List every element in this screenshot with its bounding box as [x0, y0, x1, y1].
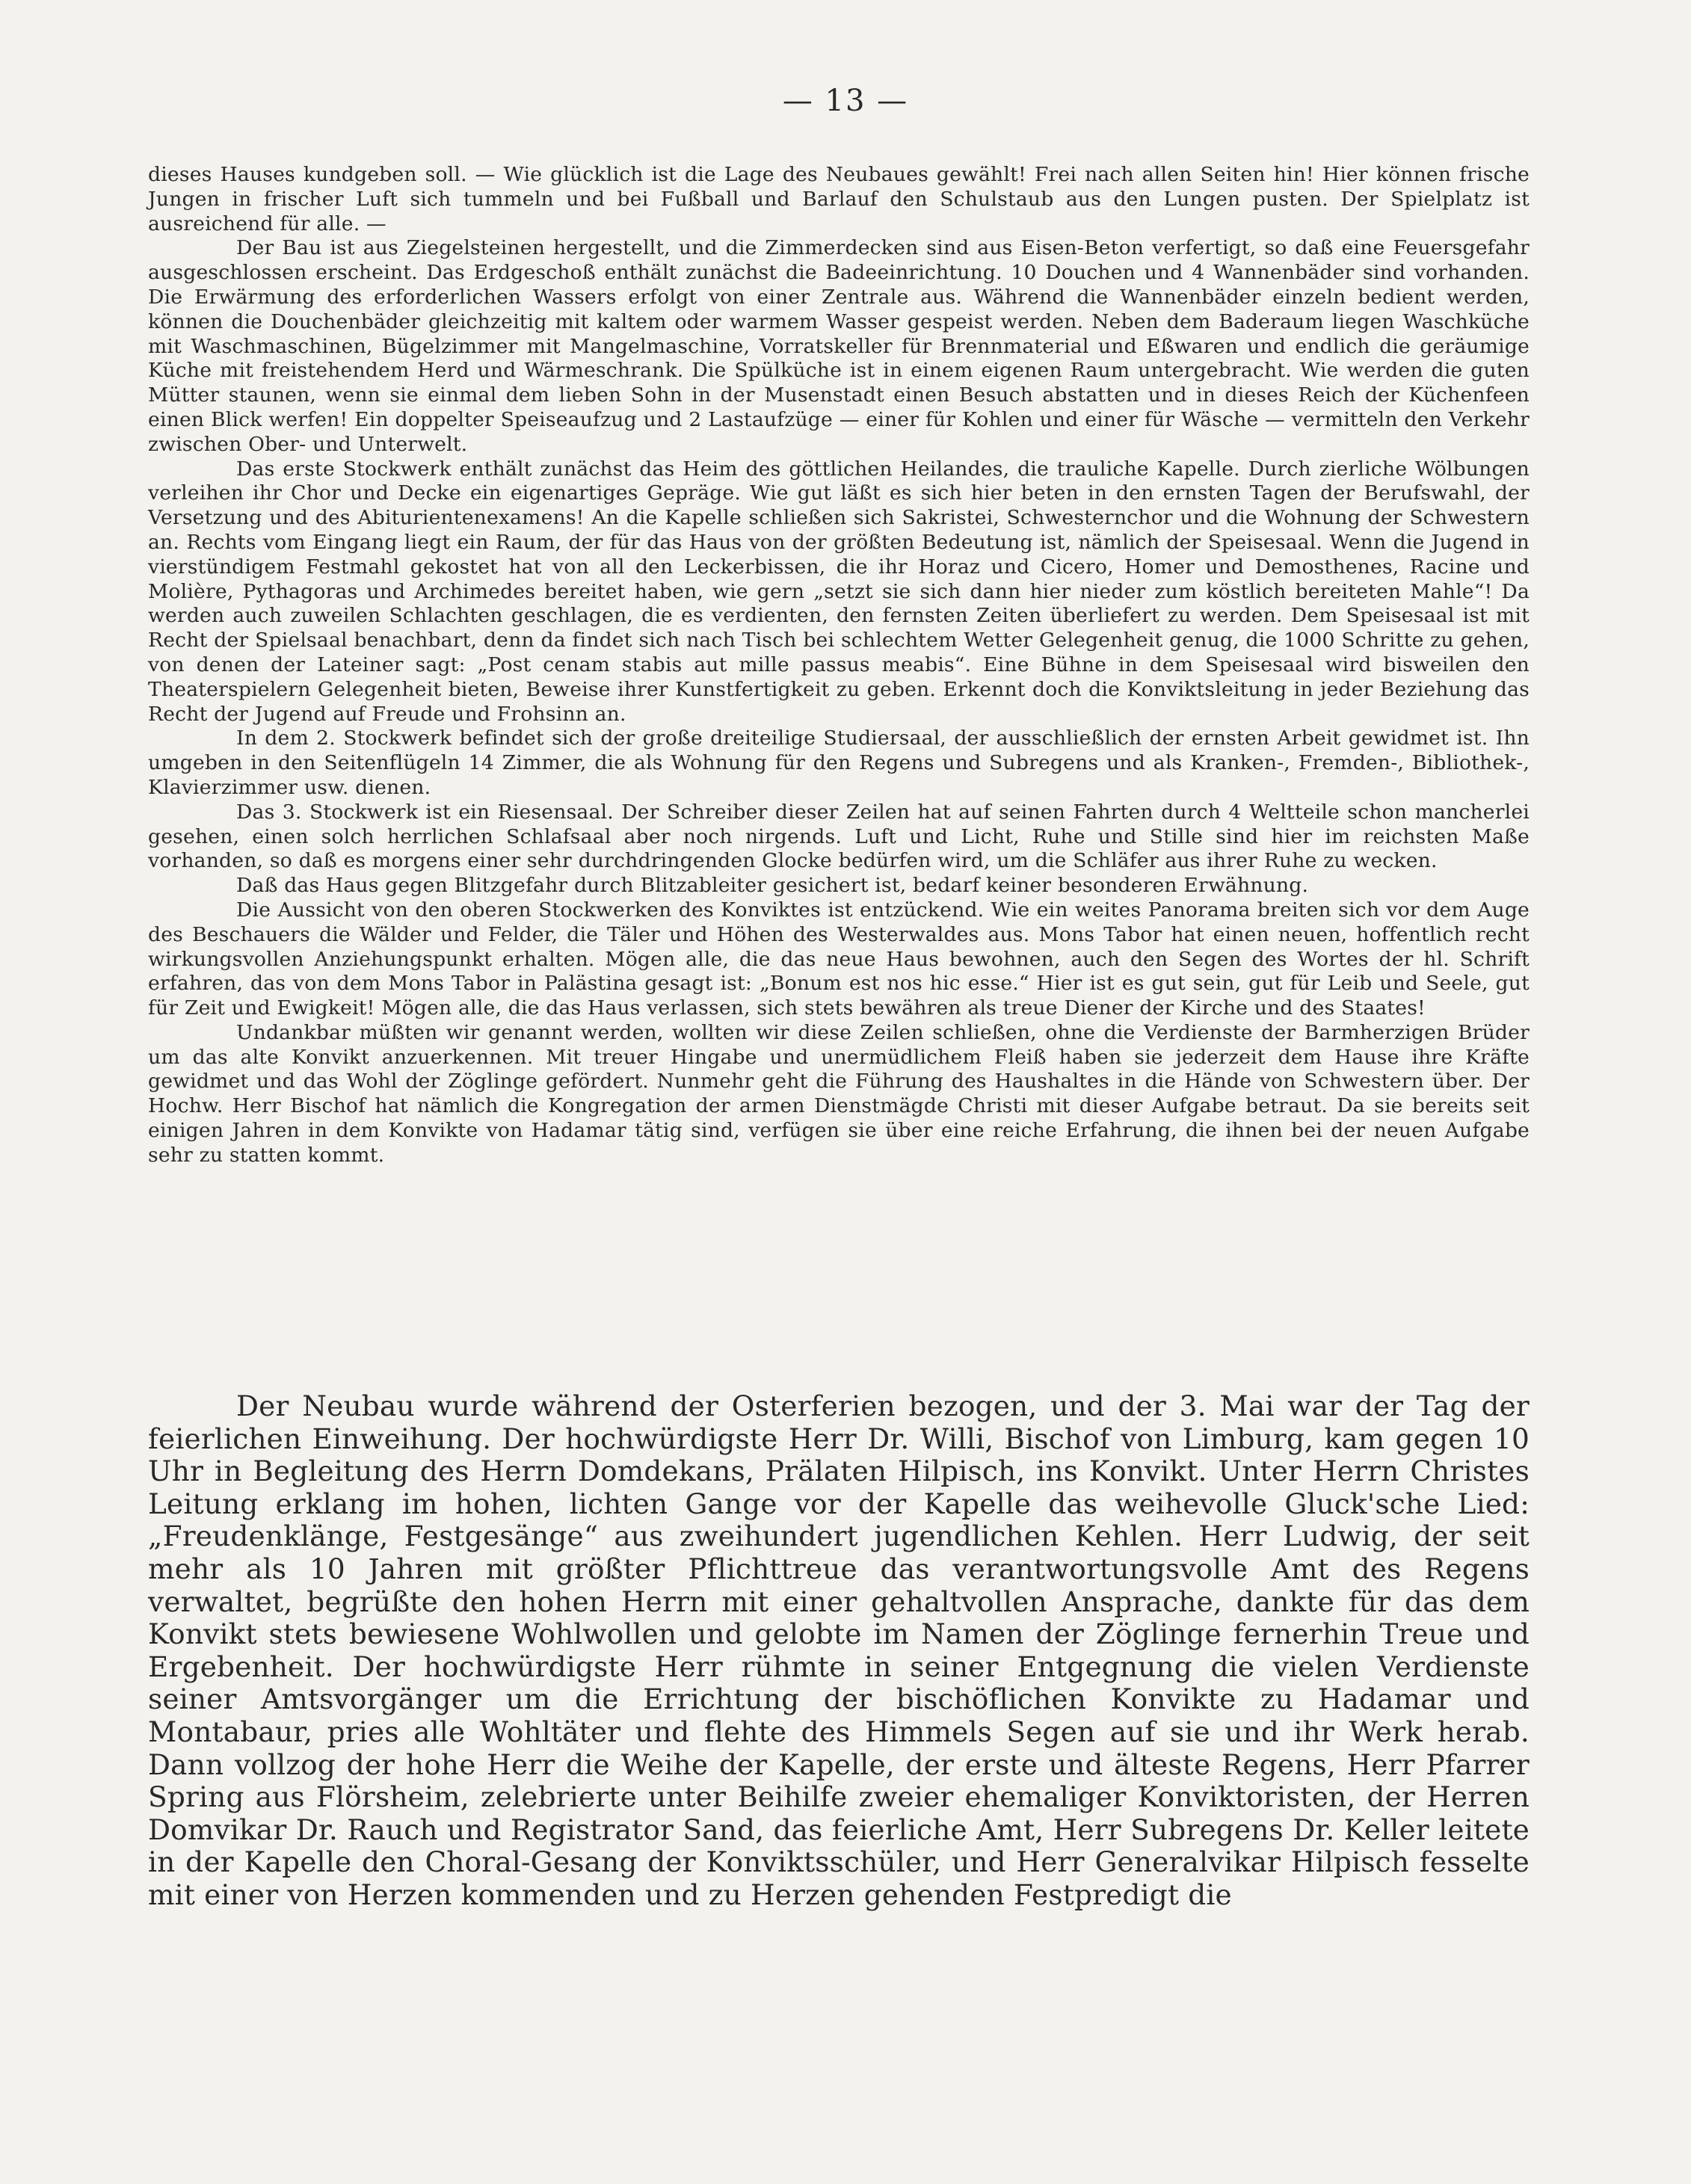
- paragraph-consecration: Der Neubau wurde während der Osterferien bezogen, und der 3. Mai war der Tag der feierlichen Einweihung. Der hochwürdigste Herr Dr. Willi, Bischof von Limburg, kam gegen 10 Uhr in Begleitung des Herrn Domdekans, Prälaten Hilpisch, ins Konvikt. Unter Herrn Christes Leitung erklang im hohen, lichten Gange vor der Kapelle das weihevolle Gluck'sche Lied: „Freudenklänge, Festgesänge“ aus zweihundert jugendlichen Kehlen. Herr Ludwig, der seit mehr als 10 Jahren mit größter Pflichttreue das verantwortungsvolle Amt des Regens verwaltet, begrüßte den hohen Herrn mit einer gehaltvollen Ansprache, dankte für das dem Konvikt stets bewiesene Wohlwollen und gelobte im Namen der Zöglinge fernerhin Treue und Ergebenheit. Der hochwürdigste Herr rühmte in seiner Entgegnung die vielen Verdienste seiner Amtsvorgänger um die Errichtung der bischöflichen Konvikte zu Hadamar und Montabaur, pries alle Wohltäter und flehte des Himmels Segen auf sie und ihr Werk herab. Dann vollzog der hohe Herr die Weihe der Kapelle, der erste und älteste Regens, Herr Pfarrer Spring aus Flörsheim, zelebrierte unter Beihilfe zweier ehemaliger Konviktoristen, der Herren Domvikar Dr. Rauch und Registrator Sand, das feierliche Amt, Herr Subregens Dr. Keller leitete in der Kapelle den Choral-Gesang der Konviktsschüler, und Herr Generalvikar Hilpisch fesselte mit einer von Herzen kommenden und zu Herzen gehenden Festpredigt die: [148, 1389, 1530, 1911]
- paragraph-third-floor: Das 3. Stockwerk ist ein Riesensaal. Der Schreiber dieser Zeilen hat auf seinen Fahrten durch 4 Weltteile schon mancherlei gesehen, einen solch herrlichen Schlafsaal aber noch nirgends. Luft und Licht, Ruhe und Stille sind hier im reichsten Maße vorhanden, so daß es morgens einer sehr durchdringenden Glocke bedürfen wird, um die Schläfer aus ihrer Ruhe zu wecken.: [148, 800, 1530, 873]
- small-print-section: [148, 163, 1530, 1168]
- page-number: — 13 —: [782, 84, 909, 118]
- large-print-section: [148, 1390, 1530, 1912]
- paragraph-brothers: Undankbar müßten wir genannt werden, wollten wir diese Zeilen schließen, ohne die Verdienste der Barmherzigen Brüder um das alte Konvikt anzuerkennen. Mit treuer Hingabe und unermüdlichem Fleiß haben sie jederzeit dem Hause ihre Kräfte gewidmet und das Wohl der Zöglinge gefördert. Nunmehr geht die Führung des Haushaltes in die Hände von Schwestern über. Der Hochw. Herr Bischof hat nämlich die Kongregation der armen Dienstmägde Christi mit dieser Aufgabe betraut. Da sie bereits seit einigen Jahren in dem Konvikte von Hadamar tätig sind, verfügen sie über eine reiche Erfahrung, die ihnen bei der neuen Aufgabe sehr zu statten kommt.: [148, 1020, 1530, 1167]
- paragraph-lightning: Daß das Haus gegen Blitzgefahr durch Blitzableiter gesichert ist, bedarf keiner besonderen Erwähnung.: [236, 874, 1309, 898]
- paragraph-ground-floor: Der Bau ist aus Ziegelsteinen hergestellt, und die Zimmerdecken sind aus Eisen-Beton verfertigt, so daß eine Feuersgefahr ausgeschlossen erscheint. Das Erdgeschoß enthält zunächst die Badeeinrichtung. 10 Douchen und 4 Wannenbäder sind vorhanden. Die Erwärmung des erforderlichen Wassers erfolgt von einer Zentrale aus. Während die Wannenbäder einzeln bedient werden, können die Douchenbäder gleichzeitig mit kaltem oder warmem Wasser gespeist werden. Neben dem Baderaum liegen Waschküche mit Waschmaschinen, Bügelzimmer mit Mangelmaschine, Vorratskeller für Brennmaterial und Eßwaren und endlich die geräumige Küche mit freistehendem Herd und Wärmeschrank. Die Spülküche ist in einem eigenen Raum untergebracht. Wie werden die guten Mütter staunen, wenn sie einmal dem lieben Sohn in der Musenstadt einen Besuch abstatten und in dieses Reich der Küchenfeen einen Blick werfen! Ein doppelter Speiseaufzug und 2 Lastaufzüge — einer für Kohlen und einer für Wäsche — vermitteln den Verkehr zwischen Ober- und Unterwelt.: [148, 236, 1530, 456]
- paragraph-courtyard: dieses Hauses kundgeben soll. — Wie glücklich ist die Lage des Neubaues gewählt! Frei nach allen Seiten hin! Hier können frische Jungen in frischer Luft sich tummeln und bei Fußball und Barlauf den Schulstaub aus den Lungen pusten. Der Spielplatz ist ausreichend für alle. —: [148, 163, 1530, 235]
- paragraph-second-floor: In dem 2. Stockwerk befindet sich der große dreiteilige Studiersaal, der ausschließlich der ernsten Arbeit gewidmet ist. Ihn umgeben in den Seitenflügeln 14 Zimmer, die als Wohnung für den Regens und Subregens und als Kranken-, Fremden-, Bibliothek-, Klavierzimmer usw. dienen.: [148, 727, 1530, 799]
- paragraph-first-floor: Das erste Stockwerk enthält zunächst das Heim des göttlichen Heilandes, die trauliche Kapelle. Durch zierliche Wölbungen verleihen ihr Chor und Decke ein eigenartiges Gepräge. Wie gut läßt es sich hier beten in den ernsten Tagen der Berufswahl, der Versetzung und des Abiturientenexamens! An die Kapelle schließen sich Sakristei, Schwesternchor und die Wohnung der Schwestern an. Rechts vom Eingang liegt ein Raum, der für das Haus von der größten Bedeutung ist, nämlich der Speisesaal. Wenn die Jugend in vierstündigem Festmahl gekostet hat von all den Leckerbissen, die ihr Horaz und Cicero, Homer und Demosthenes, Racine und Molière, Pythagoras und Archimedes bereitet haben, wie gern „setzt sie sich dann hier nieder zum köstlich bereiteten Mahle“! Da werden auch zuweilen Schlachten geschlagen, die es verdienten, den fernsten Zeiten überliefert zu werden. Dem Speisesaal ist mit Recht der Spielsaal benachbart, denn da findet sich nach Tisch bei schlechtem Wetter Gelegenheit genug, die 1000 Schritte zu gehen, von denen der Lateiner sagt: „Post cenam stabis aut mille passus meabis“. Eine Bühne in dem Speisesaal wird bisweilen den Theaterspielern Gelegenheit bieten, Beweise ihrer Kunstfertigkeit zu geben. Erkennt doch die Konviktsleitung in jeder Beziehung das Recht der Jugend auf Freude und Frohsinn an.: [148, 457, 1530, 726]
- paragraph-view: Die Aussicht von den oberen Stockwerken des Konviktes ist entzückend. Wie ein weites Panorama breiten sich vor dem Auge des Beschauers die Wälder und Felder, die Täler und Höhen des Westerwaldes aus. Mons Tabor hat einen neuen, hoffentlich recht wirkungsvollen Anziehungspunkt erhalten. Mögen alle, die das neue Haus bewohnen, auch den Segen des Wortes der hl. Schrift erfahren, das von dem Mons Tabor in Palästina gesagt ist: „Bonum est nos hic esse.“ Hier ist es gut sein, gut für Leib und Seele, gut für Zeit und Ewigkeit! Mögen alle, die das Haus verlassen, sich stets bewähren als treue Diener der Kirche und des Staates!: [148, 898, 1530, 1020]
